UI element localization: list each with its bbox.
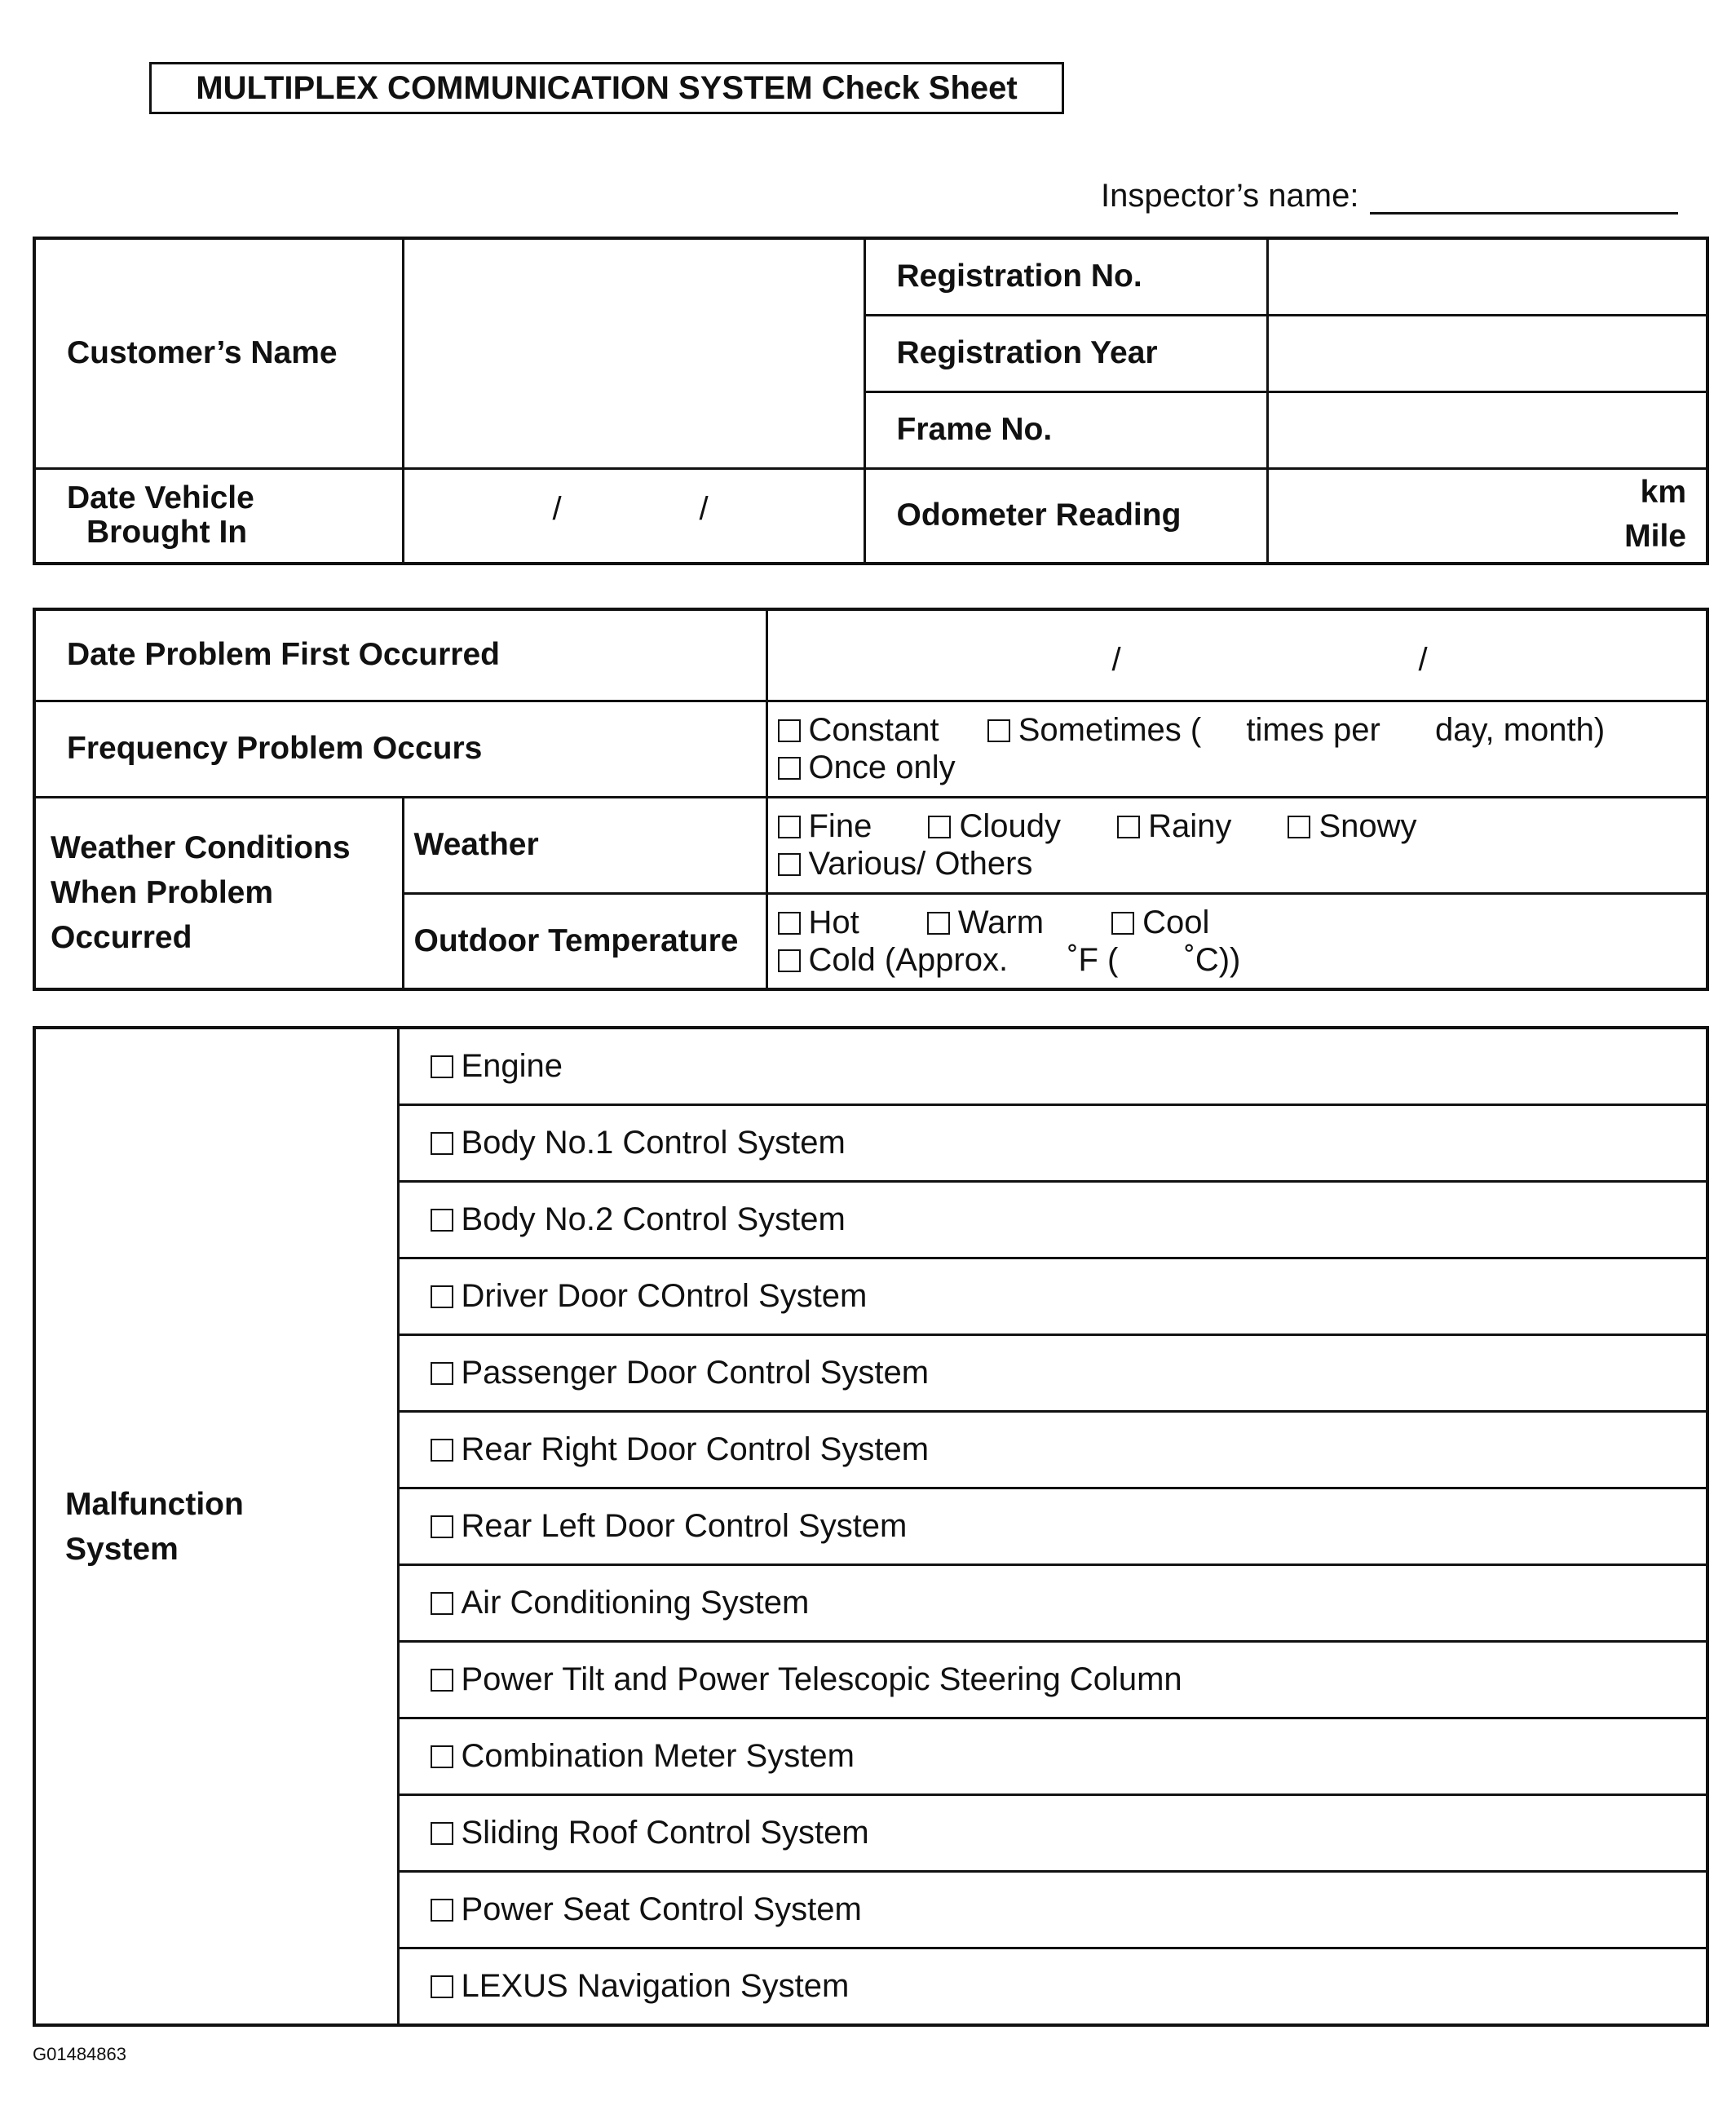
checkbox-icon[interactable] bbox=[431, 1132, 453, 1155]
unit-mile: Mile bbox=[1624, 518, 1686, 554]
checkbox-icon[interactable] bbox=[431, 1515, 453, 1538]
date-first-slash-2: / bbox=[1418, 642, 1428, 678]
checkbox-icon[interactable] bbox=[431, 1362, 453, 1385]
customer-name-value[interactable] bbox=[403, 238, 864, 468]
system-option-label: Rear Right Door Control System bbox=[461, 1431, 930, 1467]
odometer-label: Odometer Reading bbox=[864, 468, 1267, 564]
figure-reference: G01484863 bbox=[33, 2044, 126, 2064]
weather-label: Weather bbox=[403, 797, 766, 893]
inspector-name-blank[interactable] bbox=[1370, 171, 1678, 215]
registration-no-value[interactable] bbox=[1267, 238, 1707, 315]
system-option-label: Air Conditioning System bbox=[461, 1585, 810, 1621]
weather-snowy-option[interactable]: Snowy bbox=[1288, 808, 1416, 844]
checkbox-icon[interactable] bbox=[431, 1439, 453, 1462]
temperature-options bbox=[766, 893, 1707, 989]
system-option[interactable] bbox=[398, 1565, 1707, 1642]
checkbox-icon[interactable] bbox=[778, 816, 801, 838]
vehicle-info-table bbox=[33, 237, 1709, 565]
system-option-label: Power Tilt and Power Telescopic Steering Column bbox=[461, 1661, 1182, 1697]
registration-year-value[interactable] bbox=[1267, 315, 1707, 391]
system-option-label: Engine bbox=[461, 1048, 563, 1084]
checkbox-icon[interactable] bbox=[1111, 912, 1134, 935]
temp-cool-option[interactable]: Cool bbox=[1111, 904, 1209, 940]
registration-year-label: Registration Year bbox=[864, 315, 1267, 391]
system-option-label: Driver Door COntrol System bbox=[461, 1278, 868, 1314]
date-brought-in-value[interactable] bbox=[403, 468, 864, 564]
problem-conditions-table bbox=[33, 608, 1709, 991]
system-option[interactable] bbox=[398, 1642, 1707, 1718]
system-option[interactable] bbox=[398, 1028, 1707, 1105]
system-option[interactable] bbox=[398, 1718, 1707, 1795]
system-option[interactable] bbox=[398, 1182, 1707, 1258]
checkbox-icon[interactable] bbox=[431, 1822, 453, 1845]
temp-warm-option[interactable]: Warm bbox=[927, 904, 1044, 940]
date-brought-in-label bbox=[34, 468, 403, 564]
unit-km: km bbox=[1640, 474, 1686, 510]
temp-c-unit: ˚C)) bbox=[1184, 941, 1241, 978]
weather-conditions-line-2: When Problem bbox=[51, 875, 274, 911]
system-option[interactable] bbox=[398, 1105, 1707, 1182]
inspector-label: Inspector’s name: bbox=[1101, 178, 1359, 214]
temp-cold-option[interactable]: Cold (Approx. bbox=[778, 942, 1009, 978]
checkbox-icon[interactable] bbox=[778, 719, 801, 742]
checkbox-icon[interactable] bbox=[431, 1975, 453, 1998]
system-option-label: Power Seat Control System bbox=[461, 1891, 862, 1927]
weather-various-option[interactable]: Various/ Others bbox=[778, 846, 1033, 882]
checkbox-icon[interactable] bbox=[431, 1209, 453, 1232]
odometer-value[interactable] bbox=[1267, 468, 1707, 564]
checkbox-icon[interactable] bbox=[431, 1055, 453, 1078]
system-option[interactable] bbox=[398, 1872, 1707, 1948]
date-slash-2: / bbox=[699, 490, 709, 527]
date-slash-1: / bbox=[552, 490, 562, 527]
system-option-label: Combination Meter System bbox=[461, 1738, 855, 1774]
checkbox-icon[interactable] bbox=[431, 1592, 453, 1615]
system-option[interactable] bbox=[398, 1258, 1707, 1335]
checkbox-icon[interactable] bbox=[431, 1745, 453, 1768]
inspector-name-field bbox=[1101, 171, 1678, 215]
weather-conditions-label bbox=[34, 797, 403, 989]
freq-day-month: day, month) bbox=[1434, 712, 1606, 748]
weather-rainy-option[interactable]: Rainy bbox=[1117, 808, 1231, 844]
checkbox-icon[interactable] bbox=[927, 912, 950, 935]
system-option-label: Passenger Door Control System bbox=[461, 1355, 930, 1391]
system-option[interactable] bbox=[398, 1948, 1707, 2026]
system-option[interactable] bbox=[398, 1488, 1707, 1565]
date-brought-in-line-1: Date Vehicle bbox=[67, 480, 254, 516]
date-brought-in-line-2: Brought In bbox=[86, 515, 248, 551]
checkbox-icon[interactable] bbox=[778, 757, 801, 780]
checkbox-icon[interactable] bbox=[778, 853, 801, 876]
malfunction-system-label bbox=[34, 1028, 398, 2025]
checkbox-icon[interactable] bbox=[1117, 816, 1140, 838]
system-option[interactable] bbox=[398, 1412, 1707, 1488]
freq-times-per: times per bbox=[1246, 712, 1380, 748]
system-option-label: Sliding Roof Control System bbox=[461, 1815, 869, 1851]
system-option-label: Body No.1 Control System bbox=[461, 1125, 846, 1161]
weather-cloudy-option[interactable]: Cloudy bbox=[928, 808, 1061, 844]
malfunction-system-table bbox=[33, 1026, 1709, 2027]
checkbox-icon[interactable] bbox=[1288, 816, 1310, 838]
frequency-options bbox=[766, 701, 1707, 797]
checkbox-icon[interactable] bbox=[778, 949, 801, 972]
checkbox-icon[interactable] bbox=[778, 912, 801, 935]
weather-fine-option[interactable]: Fine bbox=[778, 808, 872, 844]
system-option-label: LEXUS Navigation System bbox=[461, 1968, 850, 2004]
weather-conditions-line-1: Weather Conditions bbox=[51, 830, 351, 866]
date-first-occurred-label: Date Problem First Occurred bbox=[34, 609, 766, 701]
weather-options bbox=[766, 797, 1707, 893]
date-first-slash-1: / bbox=[1111, 642, 1121, 678]
sheet-title: MULTIPLEX COMMUNICATION SYSTEM Check Sheet bbox=[149, 62, 1064, 114]
date-first-occurred-value[interactable] bbox=[766, 609, 1707, 701]
checkbox-icon[interactable] bbox=[987, 719, 1010, 742]
system-option-label: Rear Left Door Control System bbox=[461, 1508, 908, 1544]
checkbox-icon[interactable] bbox=[928, 816, 951, 838]
freq-constant-option[interactable]: Constant bbox=[778, 712, 939, 748]
checkbox-icon[interactable] bbox=[431, 1285, 453, 1308]
checkbox-icon[interactable] bbox=[431, 1899, 453, 1922]
outdoor-temperature-label: Outdoor Temperature bbox=[403, 893, 766, 989]
frame-no-value[interactable] bbox=[1267, 391, 1707, 468]
system-option[interactable] bbox=[398, 1795, 1707, 1872]
freq-sometimes-option[interactable]: Sometimes ( bbox=[987, 712, 1202, 748]
temp-hot-option[interactable]: Hot bbox=[778, 904, 859, 940]
customer-name-label: Customer’s Name bbox=[34, 238, 403, 468]
frame-no-label: Frame No. bbox=[864, 391, 1267, 468]
registration-no-label: Registration No. bbox=[864, 238, 1267, 315]
malfunction-label-line-2: System bbox=[65, 1531, 179, 1567]
malfunction-label-line-1: Malfunction bbox=[65, 1486, 244, 1522]
temp-f-unit: ˚F ( bbox=[1067, 941, 1119, 978]
system-option-label: Body No.2 Control System bbox=[461, 1201, 846, 1237]
freq-once-option[interactable]: Once only bbox=[778, 750, 956, 785]
checkbox-icon[interactable] bbox=[431, 1669, 453, 1692]
frequency-label: Frequency Problem Occurs bbox=[34, 701, 766, 797]
weather-conditions-line-3: Occurred bbox=[51, 920, 192, 956]
system-option[interactable] bbox=[398, 1335, 1707, 1412]
